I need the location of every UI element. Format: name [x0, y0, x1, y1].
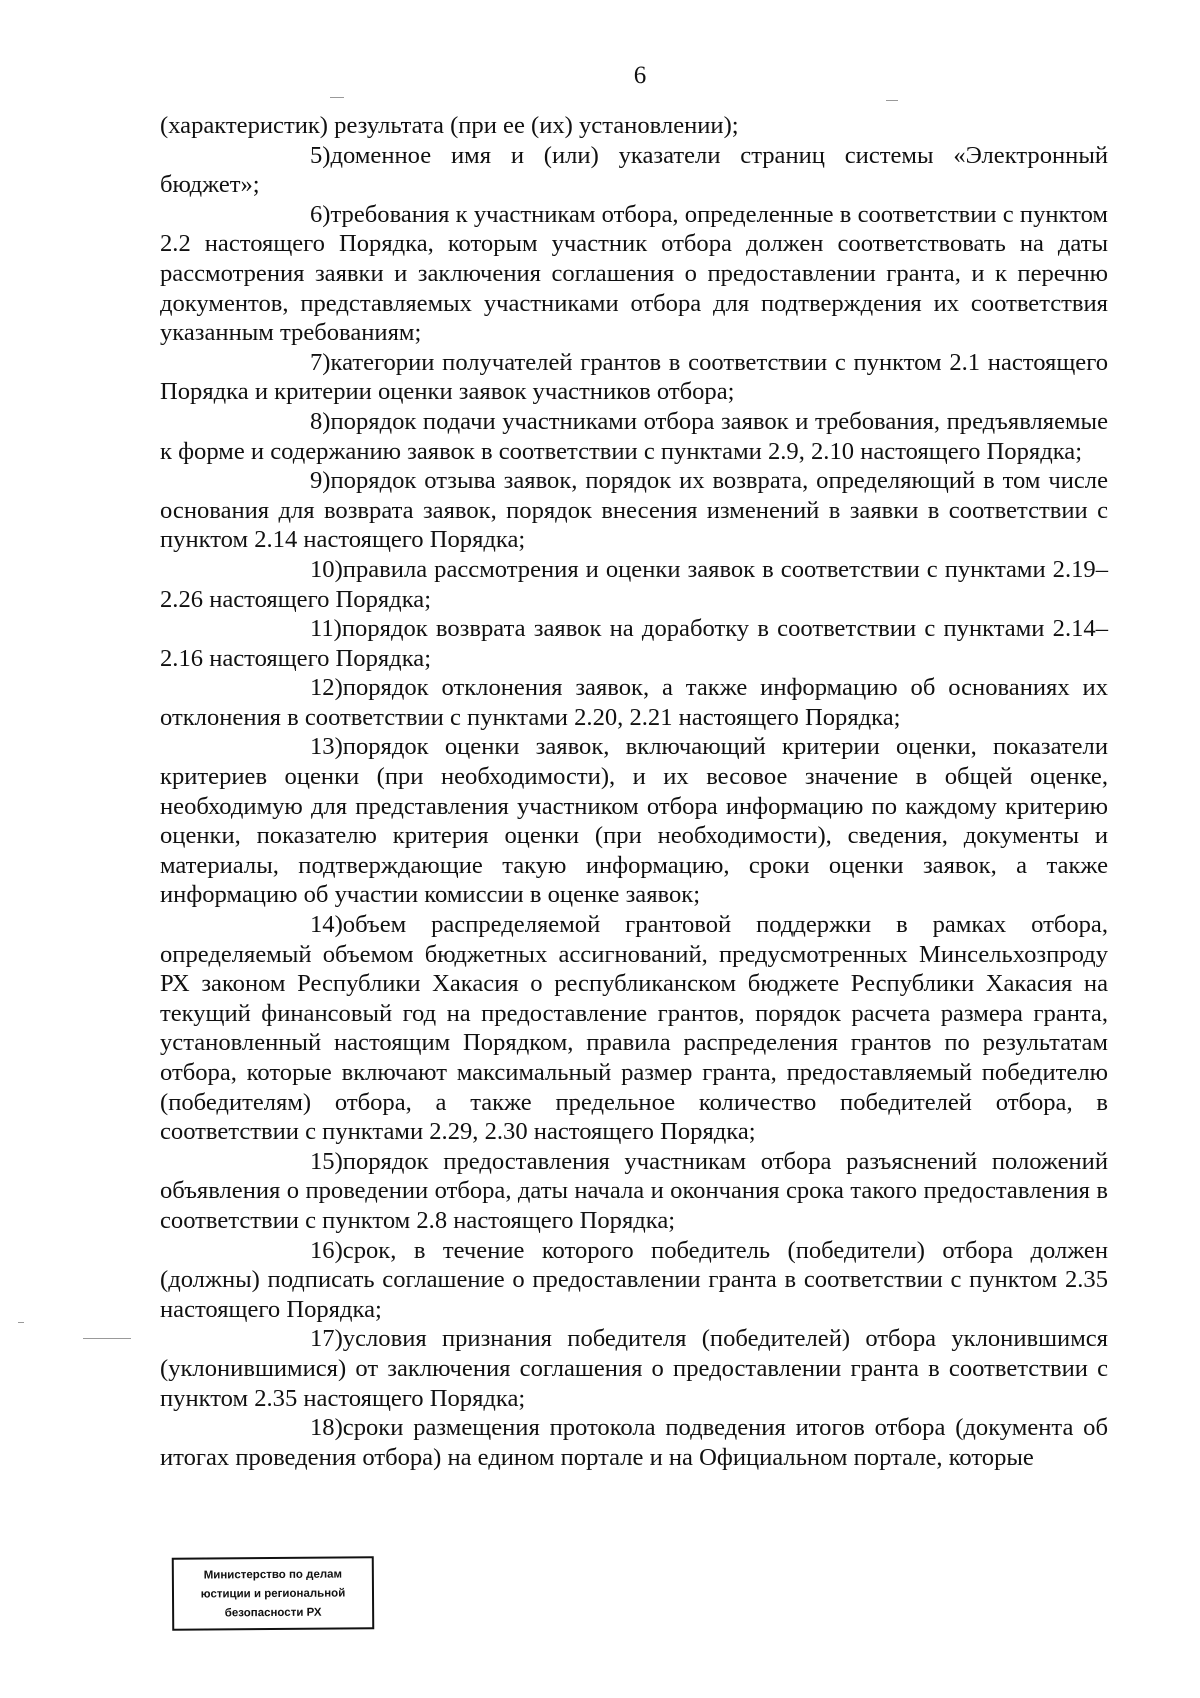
list-item-11 — [160, 614, 1108, 673]
item-number: 12) — [310, 674, 343, 702]
item-number: 7) — [310, 348, 331, 376]
page-number: 6 — [633, 62, 647, 89]
item-number: 18) — [310, 1414, 343, 1442]
item-number: 6) — [310, 200, 331, 228]
item-number: 8) — [310, 407, 331, 435]
item-number: 16) — [310, 1236, 343, 1264]
list-item-6 — [160, 200, 1108, 348]
item-text: порядок отзыва заявок, порядок их возврата, определяющий в том числе основания для возврата заявок, порядок внесения изменений в заявки в соответствии с пунктом 2.14 настоящего Порядка; — [160, 467, 1108, 554]
document-body — [160, 111, 1108, 1472]
item-text: категории получателей грантов в соответствии с пунктом 2.1 настоящего Порядка и критерии оценки заявок участников отбора; — [160, 348, 1108, 406]
list-item-16 — [160, 1236, 1108, 1325]
list-item-5 — [160, 141, 1108, 200]
list-item-10 — [160, 555, 1108, 614]
ministry-stamp — [172, 1556, 375, 1630]
item-number: 13) — [310, 733, 343, 761]
list-item-18 — [160, 1413, 1108, 1472]
item-number: 17) — [310, 1325, 343, 1353]
item-number: 10) — [310, 555, 343, 583]
scan-speck — [18, 1322, 24, 1323]
list-item-14 — [160, 910, 1108, 1147]
stamp-line: безопасности РХ — [224, 1606, 322, 1620]
item-number: 5) — [310, 141, 331, 169]
item-text: порядок подачи участниками отбора заявок и требования, предъявляемые к форме и содержанию заявок в соответствии с пунктами 2.9, 2.10 настоящего Порядка; — [160, 407, 1108, 465]
item-text: объем распределяемой грантовой поддержки в рамках отбора, определяемый объемом бюджетных ассигнований, предусмотренных Минсельхозпроду РХ законом Республики Хакасия о республиканском бюджете Республики Хакасия на текущий финансовый год на предоставление грантов, порядок расчета размера гранта, установленный настоящим Порядком, правила распределения грантов по результатам отбора, которые включают максимальный размер гранта, предоставляемый победителю (победителям) отбора, а также предельное количество победителей отбора, в соответствии с пунктами 2.29, 2.30 настоящего Порядка; — [160, 911, 1108, 1146]
item-text: правила рассмотрения и оценки заявок в соответствии с пунктами 2.19–2.26 настоящего Порядка; — [160, 555, 1108, 613]
item-text: требования к участникам отбора, определенные в соответствии с пунктом 2.2 настоящего Порядка, которым участник отбора должен соответствовать на даты рассмотрения заявки и заключения соглашения о предоставлении гранта, и к перечню документов, представляемых участниками отбора для подтверждения их соответствия указанным требованиям; — [160, 200, 1108, 347]
scan-speck — [330, 97, 344, 98]
scan-speck — [83, 1338, 131, 1339]
list-item-8 — [160, 407, 1108, 466]
item-text: доменное имя и (или) указатели страниц системы «Электронный бюджет»; — [160, 141, 1108, 199]
item-number: 14) — [310, 911, 343, 939]
list-item-7 — [160, 348, 1108, 407]
item-text: порядок предоставления участникам отбора разъяснений положений объявления о проведении отбора, даты начала и окончания срока такого предоставления в соответствии с пунктом 2.8 настоящего Порядка; — [160, 1147, 1108, 1234]
list-item-9 — [160, 466, 1108, 555]
item-text: порядок отклонения заявок, а также информацию об основаниях их отклонения в соответствии с пунктами 2.20, 2.21 настоящего Порядка; — [160, 674, 1108, 731]
item-text: срок, в течение которого победитель (победители) отбора должен (должны) подписать соглашение о предоставлении гранта в соответствии с пунктом 2.35 настоящего Порядка; — [160, 1236, 1108, 1323]
item-text: порядок возврата заявок на доработку в соответствии с пунктами 2.14–2.16 настоящего Порядка; — [160, 615, 1108, 672]
list-item-13 — [160, 732, 1108, 910]
item-number: 9) — [310, 467, 331, 495]
list-item-12 — [160, 673, 1108, 732]
item-text: сроки размещения протокола подведения итогов отбора (документа об итогах проведения отбора) на едином портале и на Официальном портале, которые — [160, 1414, 1108, 1471]
list-item-17 — [160, 1324, 1108, 1413]
item-number: 11) — [310, 615, 342, 643]
intro-line: (характеристик) результата (при ее (их) установлении); — [160, 112, 739, 139]
scan-speck — [886, 100, 898, 101]
item-text: условия признания победителя (победителей) отбора уклонившимся (уклонившимися) от заключения соглашения о предоставлении гранта в соответствии с пунктом 2.35 настоящего Порядка; — [160, 1325, 1108, 1412]
item-number: 15) — [310, 1147, 343, 1175]
list-item-15 — [160, 1147, 1108, 1236]
stamp-line: юстиции и региональной — [200, 1587, 346, 1601]
item-text: порядок оценки заявок, включающий критерии оценки, показатели критериев оценки (при необходимости), и их весовое значение в общей оценке, необходимую для представления участником отбора информацию по каждому критерию оценки, показателю критерия оценки (при необходимости), сведения, документы и материалы, подтверждающие такую информацию, сроки оценки заявок, а также информацию об участии комиссии в оценке заявок; — [160, 733, 1108, 909]
stamp-line: Министерство по делам — [203, 1568, 343, 1582]
